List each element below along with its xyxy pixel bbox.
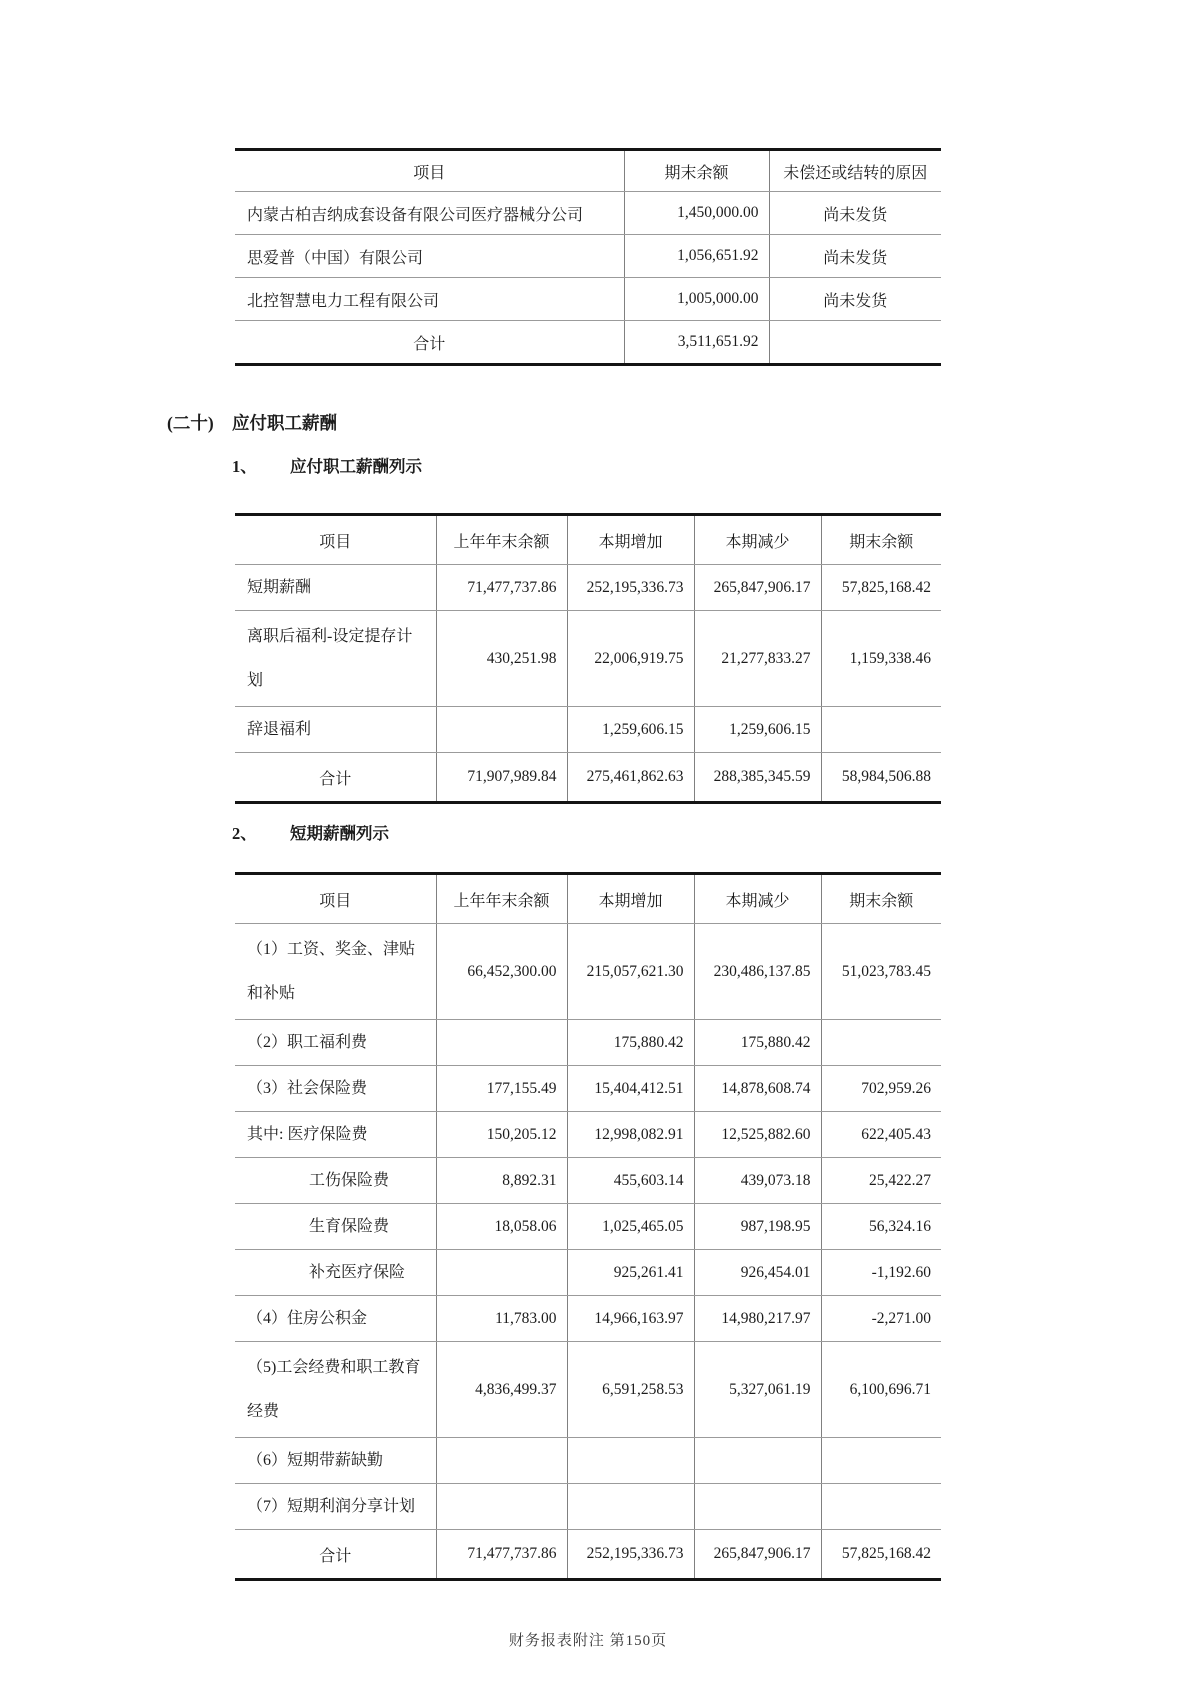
total-increase-cell: 252,195,336.73 [567, 1530, 694, 1580]
increase-cell: 215,057,621.30 [567, 924, 694, 1020]
increase-cell: 15,404,412.51 [567, 1066, 694, 1112]
closing-cell: 57,825,168.42 [821, 565, 941, 611]
table-row [235, 1158, 941, 1204]
subsection-2-heading [232, 820, 1200, 844]
opening-cell: 177,155.49 [436, 1066, 567, 1112]
item-cell: 补充医疗保险 [235, 1250, 436, 1296]
item-cell: 辞退福利 [235, 707, 436, 753]
table-row [235, 1484, 941, 1530]
balance-cell: 1,005,000.00 [624, 278, 769, 321]
increase-cell: 175,880.42 [567, 1020, 694, 1066]
header-cell-reason: 未偿还或结转的原因 [769, 150, 941, 192]
decrease-cell: 21,277,833.27 [694, 611, 821, 707]
total-balance-cell: 3,511,651.92 [624, 321, 769, 365]
header-cell-increase: 本期增加 [567, 874, 694, 924]
item-cell: （7）短期利润分享计划 [235, 1484, 436, 1530]
item-cell: （4）住房公积金 [235, 1296, 436, 1342]
increase-cell [567, 1438, 694, 1484]
closing-cell: 56,324.16 [821, 1204, 941, 1250]
closing-cell: -1,192.60 [821, 1250, 941, 1296]
decrease-cell: 987,198.95 [694, 1204, 821, 1250]
total-label-cell: 合计 [413, 335, 446, 353]
increase-cell: 925,261.41 [567, 1250, 694, 1296]
closing-cell: 51,023,783.45 [821, 924, 941, 1020]
opening-cell: 71,477,737.86 [436, 565, 567, 611]
increase-cell: 252,195,336.73 [567, 565, 694, 611]
header-cell-closing: 期末余额 [821, 515, 941, 565]
header-cell-balance: 期末余额 [624, 150, 769, 192]
table-row [235, 611, 941, 707]
opening-cell: 18,058.06 [436, 1204, 567, 1250]
closing-cell: 25,422.27 [821, 1158, 941, 1204]
table-header-row [235, 150, 941, 192]
header-cell-decrease: 本期减少 [694, 874, 821, 924]
header-cell-item: 项目 [235, 874, 436, 924]
total-decrease-cell: 288,385,345.59 [694, 753, 821, 803]
opening-cell: 8,892.31 [436, 1158, 567, 1204]
item-cell: 离职后福利-设定提存计划 [235, 611, 436, 707]
item-cell: 短期薪酬 [235, 565, 436, 611]
closing-cell [821, 1438, 941, 1484]
header-cell-item: 项目 [235, 150, 624, 192]
decrease-cell: 439,073.18 [694, 1158, 821, 1204]
opening-cell: 4,836,499.37 [436, 1342, 567, 1438]
header-cell-decrease: 本期减少 [694, 515, 821, 565]
total-label-cell: 合计 [319, 770, 352, 788]
header-cell-opening: 上年年末余额 [436, 874, 567, 924]
item-cell: 内蒙古柏吉纳成套设备有限公司医疗器械分公司 [235, 192, 624, 235]
subsection-2-number: 2、 [232, 824, 257, 843]
closing-cell [821, 707, 941, 753]
header-cell-increase: 本期增加 [567, 515, 694, 565]
header-cell-opening: 上年年末余额 [436, 515, 567, 565]
closing-cell: 702,959.26 [821, 1066, 941, 1112]
item-cell: （1）工资、奖金、津贴和补贴 [235, 924, 436, 1020]
advances-table [235, 148, 941, 366]
table-row [235, 278, 941, 321]
table-row [235, 235, 941, 278]
opening-cell: 430,251.98 [436, 611, 567, 707]
total-reason-cell [769, 321, 941, 365]
item-cell: （6）短期带薪缺勤 [235, 1438, 436, 1484]
subsection-1-number: 1、 [232, 457, 257, 476]
table-row [235, 1438, 941, 1484]
section-title: 应付职工薪酬 [232, 413, 337, 433]
decrease-cell: 926,454.01 [694, 1250, 821, 1296]
decrease-cell: 1,259,606.15 [694, 707, 821, 753]
closing-cell: -2,271.00 [821, 1296, 941, 1342]
total-closing-cell: 58,984,506.88 [821, 753, 941, 803]
decrease-cell: 230,486,137.85 [694, 924, 821, 1020]
decrease-cell [694, 1484, 821, 1530]
total-opening-cell: 71,477,737.86 [436, 1530, 567, 1580]
item-cell: 工伤保险费 [235, 1158, 436, 1204]
subsection-1-heading [232, 453, 1200, 477]
opening-cell [436, 1484, 567, 1530]
increase-cell [567, 1484, 694, 1530]
payroll-table [235, 513, 941, 804]
increase-cell: 1,025,465.05 [567, 1204, 694, 1250]
decrease-cell: 14,878,608.74 [694, 1066, 821, 1112]
table-row [235, 924, 941, 1020]
decrease-cell: 175,880.42 [694, 1020, 821, 1066]
total-closing-cell: 57,825,168.42 [821, 1530, 941, 1580]
decrease-cell: 12,525,882.60 [694, 1112, 821, 1158]
section-heading [167, 410, 1200, 435]
total-opening-cell: 71,907,989.84 [436, 753, 567, 803]
subsection-2-title: 短期薪酬列示 [290, 824, 389, 843]
decrease-cell: 265,847,906.17 [694, 565, 821, 611]
opening-cell [436, 1020, 567, 1066]
opening-cell [436, 1438, 567, 1484]
table-row [235, 1342, 941, 1438]
subsection-1-title: 应付职工薪酬列示 [290, 457, 422, 476]
item-cell: 生育保险费 [235, 1204, 436, 1250]
total-row [235, 1530, 941, 1580]
decrease-cell: 5,327,061.19 [694, 1342, 821, 1438]
decrease-cell [694, 1438, 821, 1484]
item-cell: （3）社会保险费 [235, 1066, 436, 1112]
section-number: (二十) [167, 413, 214, 433]
total-row [235, 753, 941, 803]
opening-cell [436, 707, 567, 753]
increase-cell: 22,006,919.75 [567, 611, 694, 707]
table-row [235, 1296, 941, 1342]
table-row [235, 565, 941, 611]
increase-cell: 1,259,606.15 [567, 707, 694, 753]
total-decrease-cell: 265,847,906.17 [694, 1530, 821, 1580]
reason-cell: 尚未发货 [769, 278, 941, 321]
table-header-row [235, 515, 941, 565]
increase-cell: 6,591,258.53 [567, 1342, 694, 1438]
reason-cell: 尚未发货 [769, 192, 941, 235]
opening-cell: 150,205.12 [436, 1112, 567, 1158]
increase-cell: 455,603.14 [567, 1158, 694, 1204]
opening-cell: 11,783.00 [436, 1296, 567, 1342]
page-footer: 财务报表附注 第150页 [508, 1633, 668, 1649]
closing-cell: 1,159,338.46 [821, 611, 941, 707]
opening-cell [436, 1250, 567, 1296]
header-cell-item: 项目 [235, 515, 436, 565]
closing-cell [821, 1020, 941, 1066]
increase-cell: 14,966,163.97 [567, 1296, 694, 1342]
opening-cell: 66,452,300.00 [436, 924, 567, 1020]
table-row [235, 707, 941, 753]
balance-cell: 1,056,651.92 [624, 235, 769, 278]
item-cell: （5)工会经费和职工教育经费 [235, 1342, 436, 1438]
table-row [235, 1020, 941, 1066]
reason-cell: 尚未发货 [769, 235, 941, 278]
table-row [235, 1204, 941, 1250]
total-row [235, 321, 941, 365]
header-cell-closing: 期末余额 [821, 874, 941, 924]
balance-cell: 1,450,000.00 [624, 192, 769, 235]
closing-cell: 622,405.43 [821, 1112, 941, 1158]
table-row [235, 192, 941, 235]
item-cell: 思爱普（中国）有限公司 [235, 235, 624, 278]
table-row [235, 1066, 941, 1112]
item-cell: 北控智慧电力工程有限公司 [235, 278, 624, 321]
closing-cell [821, 1484, 941, 1530]
table-row [235, 1250, 941, 1296]
item-cell: 其中: 医疗保险费 [235, 1112, 436, 1158]
total-label-cell: 合计 [319, 1547, 352, 1565]
short-term-table [235, 872, 941, 1581]
decrease-cell: 14,980,217.97 [694, 1296, 821, 1342]
table-header-row [235, 874, 941, 924]
item-cell: （2）职工福利费 [235, 1020, 436, 1066]
increase-cell: 12,998,082.91 [567, 1112, 694, 1158]
closing-cell: 6,100,696.71 [821, 1342, 941, 1438]
total-increase-cell: 275,461,862.63 [567, 753, 694, 803]
table-row [235, 1112, 941, 1158]
